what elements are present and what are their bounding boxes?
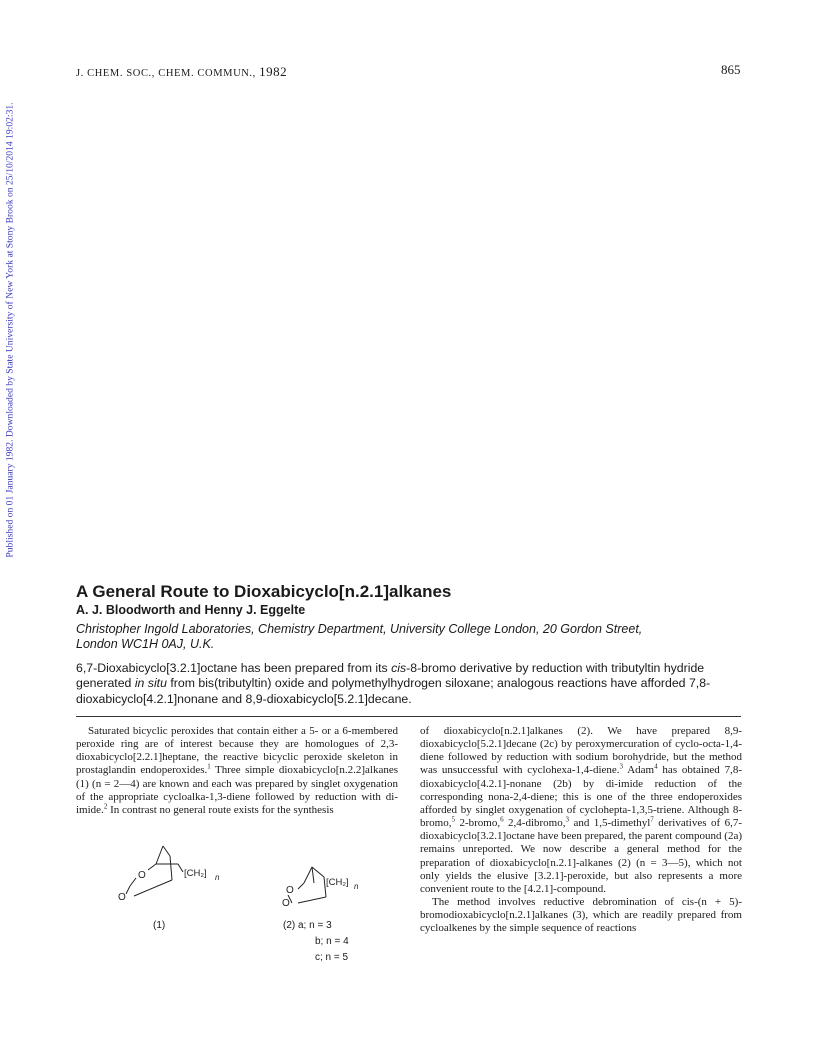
reference-4: 4: [654, 762, 658, 771]
body-text-7: derivatives of 6,7-dioxabicyclo[3.2.1]octane have been prepared, the parent compound (2a) remains unreported. We now describe a general method for the preparation of dioxabicyclo[n.2.1]-alkanes (2) (n = 3—5), which not only yields the elusive [3.2.1]-peroxide, but also represents a more convenient route to the [4.2.1]-compound.: [420, 817, 742, 895]
oxygen-label: O: [138, 870, 146, 881]
method-paragraph: The method involves reductive debromination of cis-(n + 5)-bromodioxabicyclo[n.2.1]alkanes (3), which are readily prepared from cycloalkenes by the simple sequence of reactions: [420, 896, 742, 935]
structure-1: [108, 842, 228, 902]
running-header: [76, 64, 287, 80]
structure-2b-label: b; n = 4: [315, 936, 349, 947]
reference-5: 5: [451, 815, 455, 824]
body-text-5: 2,4-dibromo,: [503, 817, 566, 830]
body-column-left: [76, 725, 398, 817]
oxygen-label: O: [118, 892, 126, 902]
body-text-4: 2-bromo,: [454, 817, 501, 830]
reference-3b: 3: [565, 815, 569, 824]
structure-2a-label: (2) a; n = 3: [283, 920, 332, 931]
structure-2: [264, 863, 384, 907]
oxygen-label: O: [282, 898, 290, 907]
abstract-in-situ: in situ: [134, 676, 167, 691]
ch2-subscript: n: [354, 882, 359, 891]
reference-7: 7: [650, 815, 654, 824]
body-text-1: of dioxabicyclo[n.2.1]alkanes (2). We have prepared 8,9-dioxabicyclo[5.2.1]decane (2c) by peroxymercuration of cyclo-octa-1,4-diene followed by reduction with sodium borohydride, but the method was unsuccessful with cyclohexa-1,4-diene.: [420, 725, 742, 777]
continued-paragraph: [420, 725, 742, 896]
reference-3: 3: [619, 762, 624, 771]
abstract-divider: [76, 716, 741, 717]
reference-2: 2: [103, 802, 108, 811]
affiliation: [76, 622, 716, 652]
abstract-text-3: from bis(tributyltin) oxide and polymethylhydrogen siloxane; analogous reactions have afforded 7,8-dioxabicyclo[4.2.1]nonane and 8,9-dioxabicyclo[5.2.1]decane.: [76, 676, 711, 706]
intro-paragraph: [76, 725, 398, 817]
body-text-2: Adam: [623, 764, 655, 777]
journal-name: J. CHEM. SOC., CHEM. COMMUN.,: [76, 68, 256, 79]
structure-1-label: (1): [153, 920, 166, 931]
abstract: [76, 661, 746, 707]
abstract-text-1: 6,7-Dioxabicyclo[3.2.1]octane has been prepared from its: [76, 661, 392, 675]
body-text-3: has obtained 7,8-dioxabicyclo[4.2.1]-nonane (2b) by di-imide reduction of the corresponding nona-2,4-diene; this is one of the three endoperoxides afforded by singlet oxygenation of cyclohepta-1,3,5-triene. Although 8-bromo,: [420, 764, 743, 830]
affiliation-line-1: Christopher Ingold Laboratories, Chemistry Department, University College London, 20 Gordon Street,: [76, 622, 643, 636]
affiliation-line-2: London WC1H 0AJ, U.K.: [76, 637, 215, 651]
journal-year: 1982: [259, 64, 288, 79]
abstract-text-2: -8-bromo derivative by reduction with tributyltin hydride generated: [76, 661, 705, 691]
intro-text-2: Three simple dioxabicyclo[n.2.2]alkanes (1) (n = 2—4) are known and each was prepared by singlet oxygenation of the appropriate cycloalka-1,3-diene followed by reduction with di-imide.: [76, 764, 398, 816]
reference-6: 6: [500, 815, 504, 824]
article-title: A General Route to Dioxabicyclo[n.2.1]alkanes: [76, 582, 452, 601]
oxygen-label: O: [286, 885, 294, 896]
ch2-label: [CH₂]: [326, 877, 349, 888]
intro-text-1: Saturated bicyclic peroxides that contain either a 5- or a 6-membered peroxide ring are of interest because they are homologues of 2,3-dioxabicyclo[2.2.1]heptane, the reactive bicyclic peroxide skeleton in prostaglandin endoperoxides.: [76, 725, 398, 777]
reference-1: 1: [207, 762, 211, 771]
article-authors: A. J. Bloodworth and Henny J. Eggelte: [76, 603, 306, 617]
structure-2c-label: c; n = 5: [315, 952, 349, 963]
abstract-cis: cis: [391, 661, 407, 675]
download-watermark-text: Published on 01 January 1982. Downloaded by State University of New York at Stony Brook on 25/10/2014 19:02:31.: [4, 102, 16, 558]
page-number: 865: [721, 62, 741, 77]
intro-text-3: In contrast no general route exists for the synthesis: [107, 803, 334, 816]
ch2-label: [CH₂]: [184, 868, 207, 879]
body-text-6: and 1,5-dimethyl: [568, 817, 651, 830]
body-column-right: [420, 725, 742, 936]
ch2-subscript: n: [215, 873, 220, 882]
